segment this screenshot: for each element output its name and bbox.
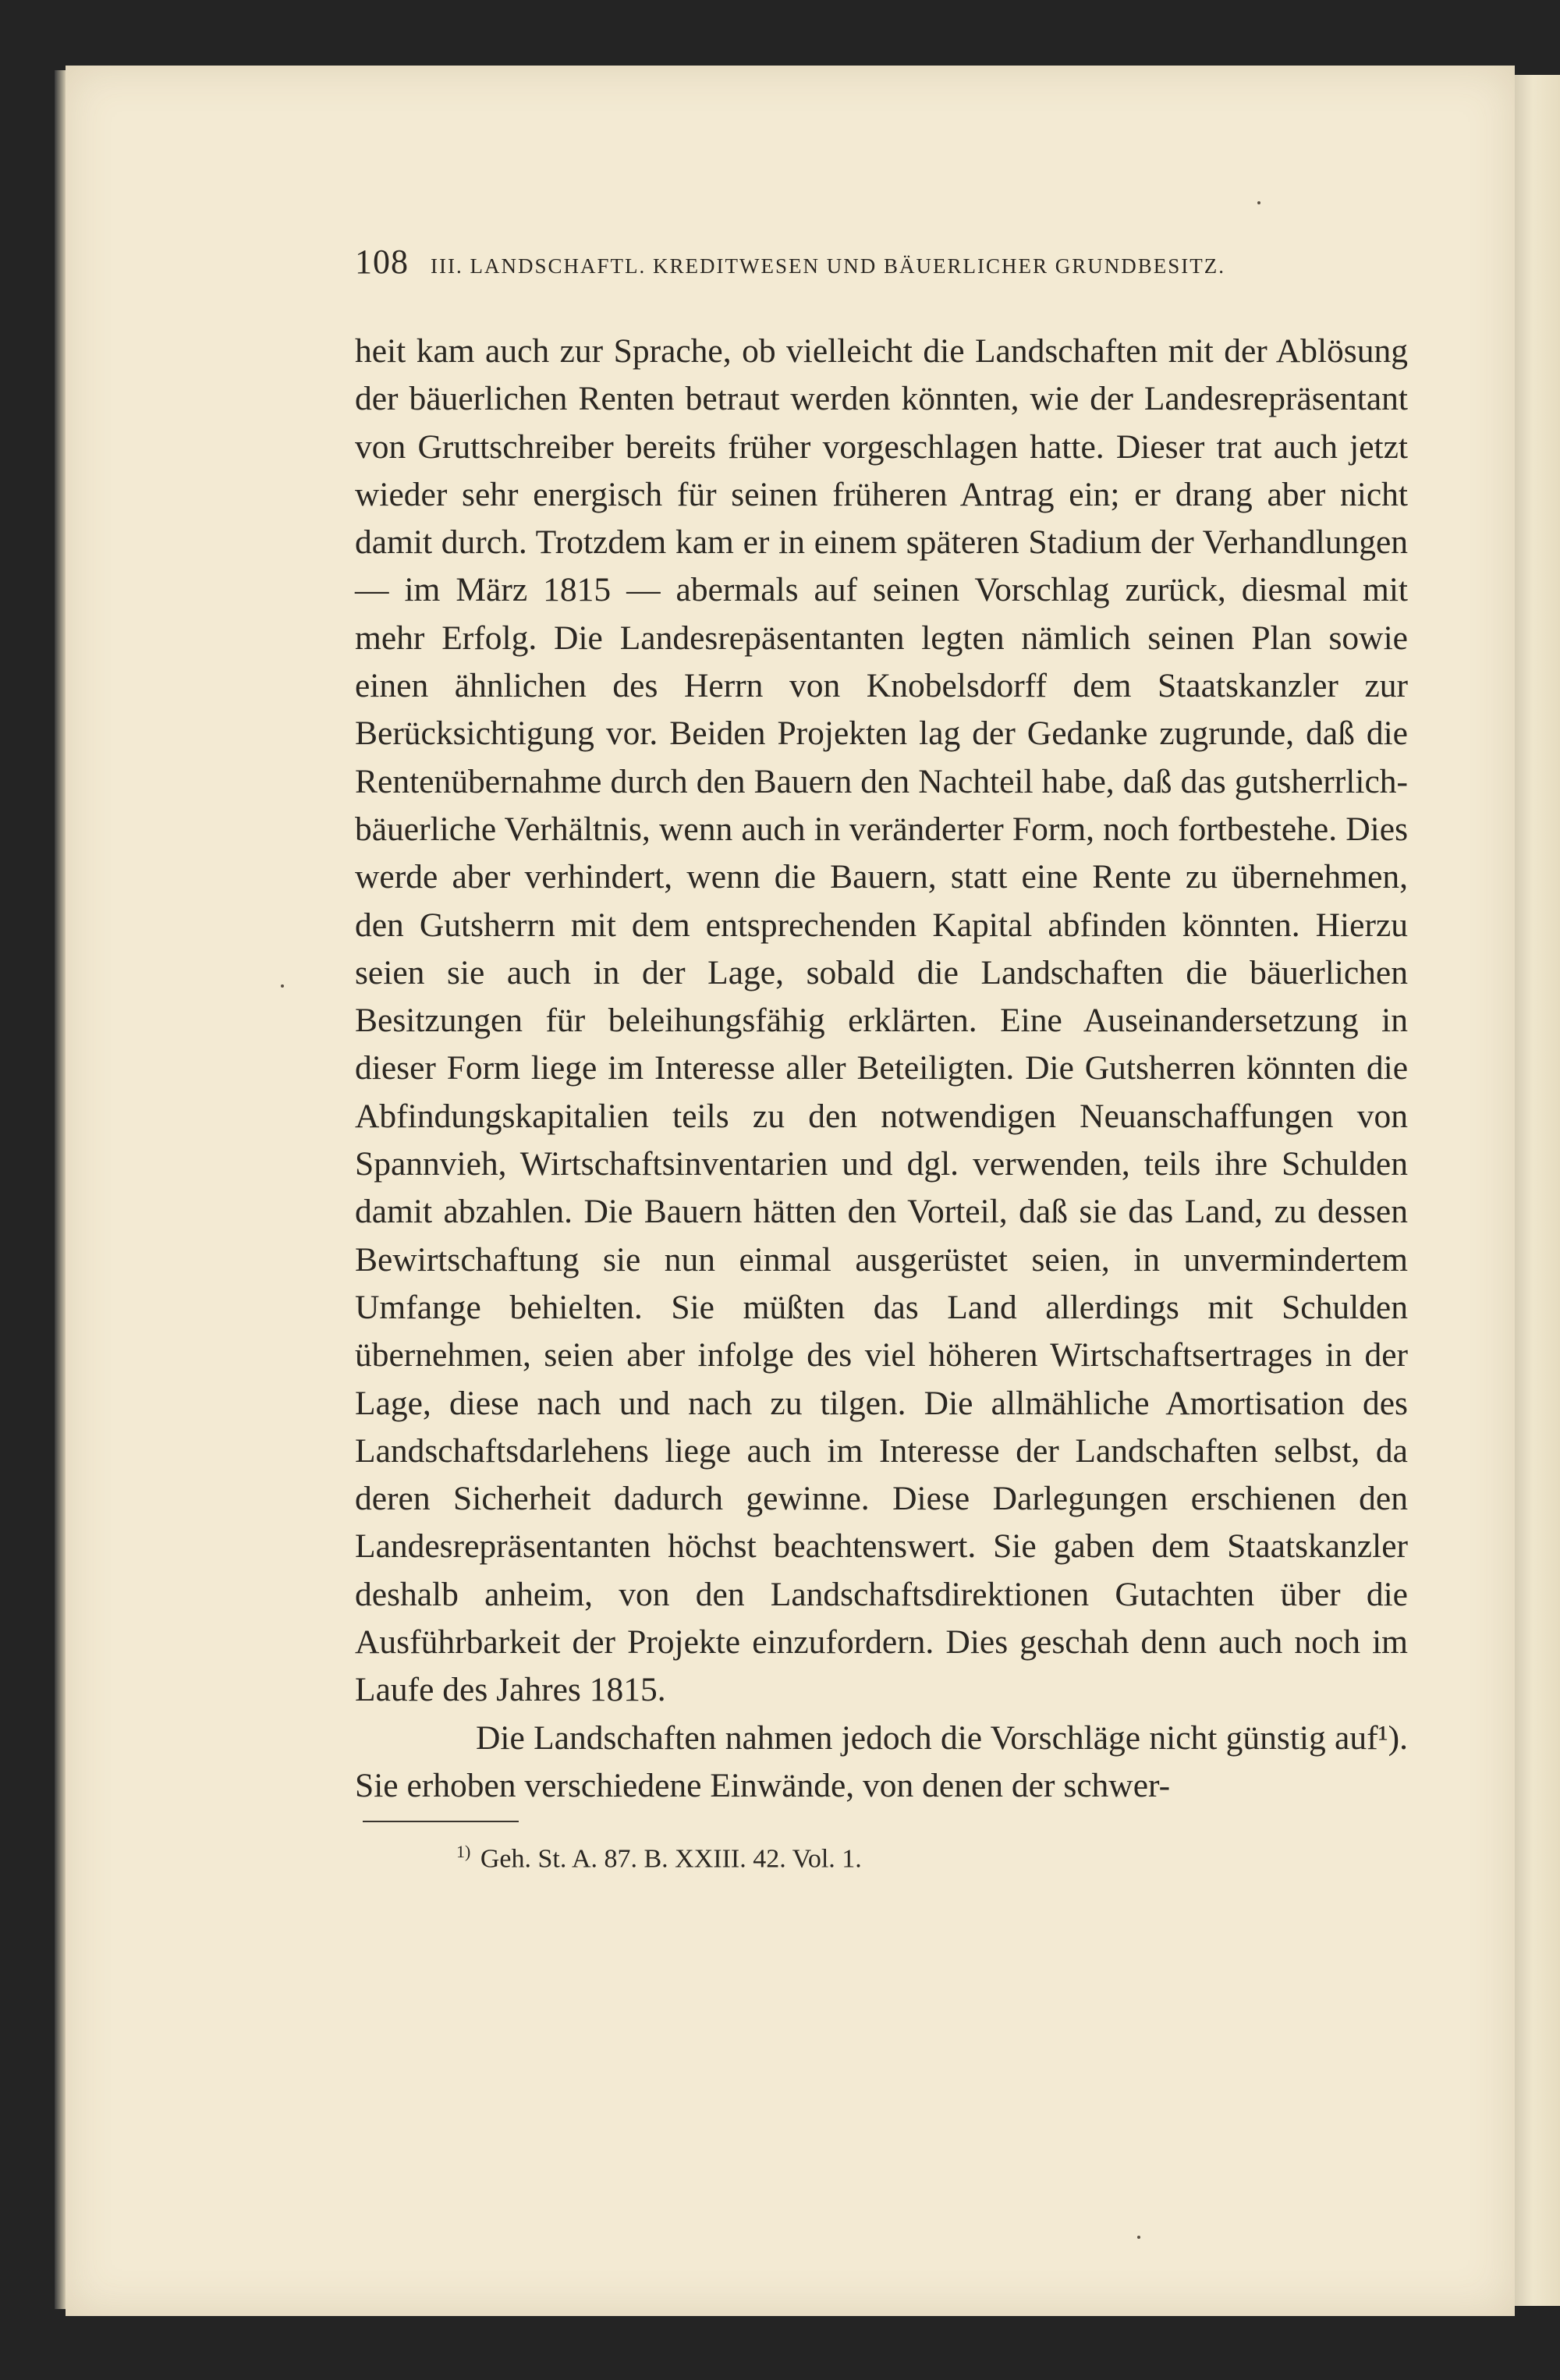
running-head-title: III. LANDSCHAFTL. KREDITWESEN UND BÄUERLICHER GRUNDBESITZ.: [431, 254, 1225, 278]
footnote-divider: [363, 1821, 519, 1822]
paper-speck: [1257, 201, 1260, 204]
footnote-mark: 1): [456, 1842, 471, 1862]
footnote-text: Geh. St. A. 87. B. XXIII. 42. Vol. 1.: [480, 1844, 862, 1874]
footnote: [456, 1835, 1408, 1876]
paragraph: Die Landschaften nahmen jedoch die Vorschläge nicht günstig auf¹). Sie erhoben verschiedene Einwände, von denen der schwer-: [355, 1718, 1408, 1804]
page-number: 108: [355, 243, 409, 281]
paragraph: heit kam auch zur Sprache, ob vielleicht die Landschaften mit der Ablösung der bäuerlichen Renten betraut werden könnten, wie der Landesrepräsentant von Gruttschreiber bereits früher vorgeschlagen hatte. Dieser trat auch jetzt wieder sehr energisch für seinen früheren Antrag ein; er drang aber nicht damit durch. Trotzdem kam er in einem späteren Stadium der Verhandlungen — im März 1815 — abermals auf seinen Vorschlag zurück, diesmal mit mehr Erfolg. Die Landesrepäsentanten legten nämlich seinen Plan sowie einen ähnlichen des Herrn von Knobelsdorff dem Staatskanzler zur Berücksichtigung vor. Beiden Projekten lag der Gedanke zugrunde, daß die Rentenübernahme durch den Bauern den Nachteil habe, daß das gutsherrlich-bäuerliche Verhältnis, wenn auch in veränderter Form, noch fortbestehe. Dies werde aber verhindert, wenn die Bauern, statt eine Rente zu übernehmen, den Gutsherrn mit dem entsprechenden Kapital abfinden könnten. Hierzu seien sie auch in der Lage, sobald die Landschaften die bäuerlichen Besitzungen für beleihungsfähig erklärten. Eine Auseinandersetzung in dieser Form liege im Interesse aller Beteiligten. Die Gutsherren könnten die Abfindungskapitalien teils zu den notwendigen Neuanschaffungen von Spannvieh, Wirtschaftsinventarien und dgl. verwenden, teils ihre Schulden damit abzahlen. Die Bauern hätten den Vorteil, daß sie das Land, zu dessen Bewirtschaftung sie nun einmal ausgerüstet seien, in unvermindertem Umfange behielten. Sie müßten das Land allerdings mit Schulden übernehmen, seien aber infolge des viel höheren Wirtschaftsertrages in der Lage, diese nach und nach zu tilgen. Die allmähliche Amortisation des Landschaftsdarlehens liege auch im Interesse der Landschaften selbst, da deren Sicherheit dadurch gewinne. Diese Darlegungen erschienen den Landesrepräsentanten höchst beachtenswert. Sie gaben dem Staatskanzler deshalb anheim, von den Landschaftsdirektionen Gutachten über die Ausführbarkeit der Projekte einzufordern. Dies geschah denn auch noch im Laufe des Jahres 1815.: [355, 332, 1408, 1709]
running-head: [355, 242, 1408, 289]
paper-speck: [281, 984, 284, 988]
page-right-edge: [1515, 75, 1560, 2306]
paper-speck: [1137, 2236, 1140, 2239]
page-content: [355, 242, 1408, 1877]
page-left-edge: [55, 70, 66, 2309]
body-text: [355, 328, 1408, 1810]
